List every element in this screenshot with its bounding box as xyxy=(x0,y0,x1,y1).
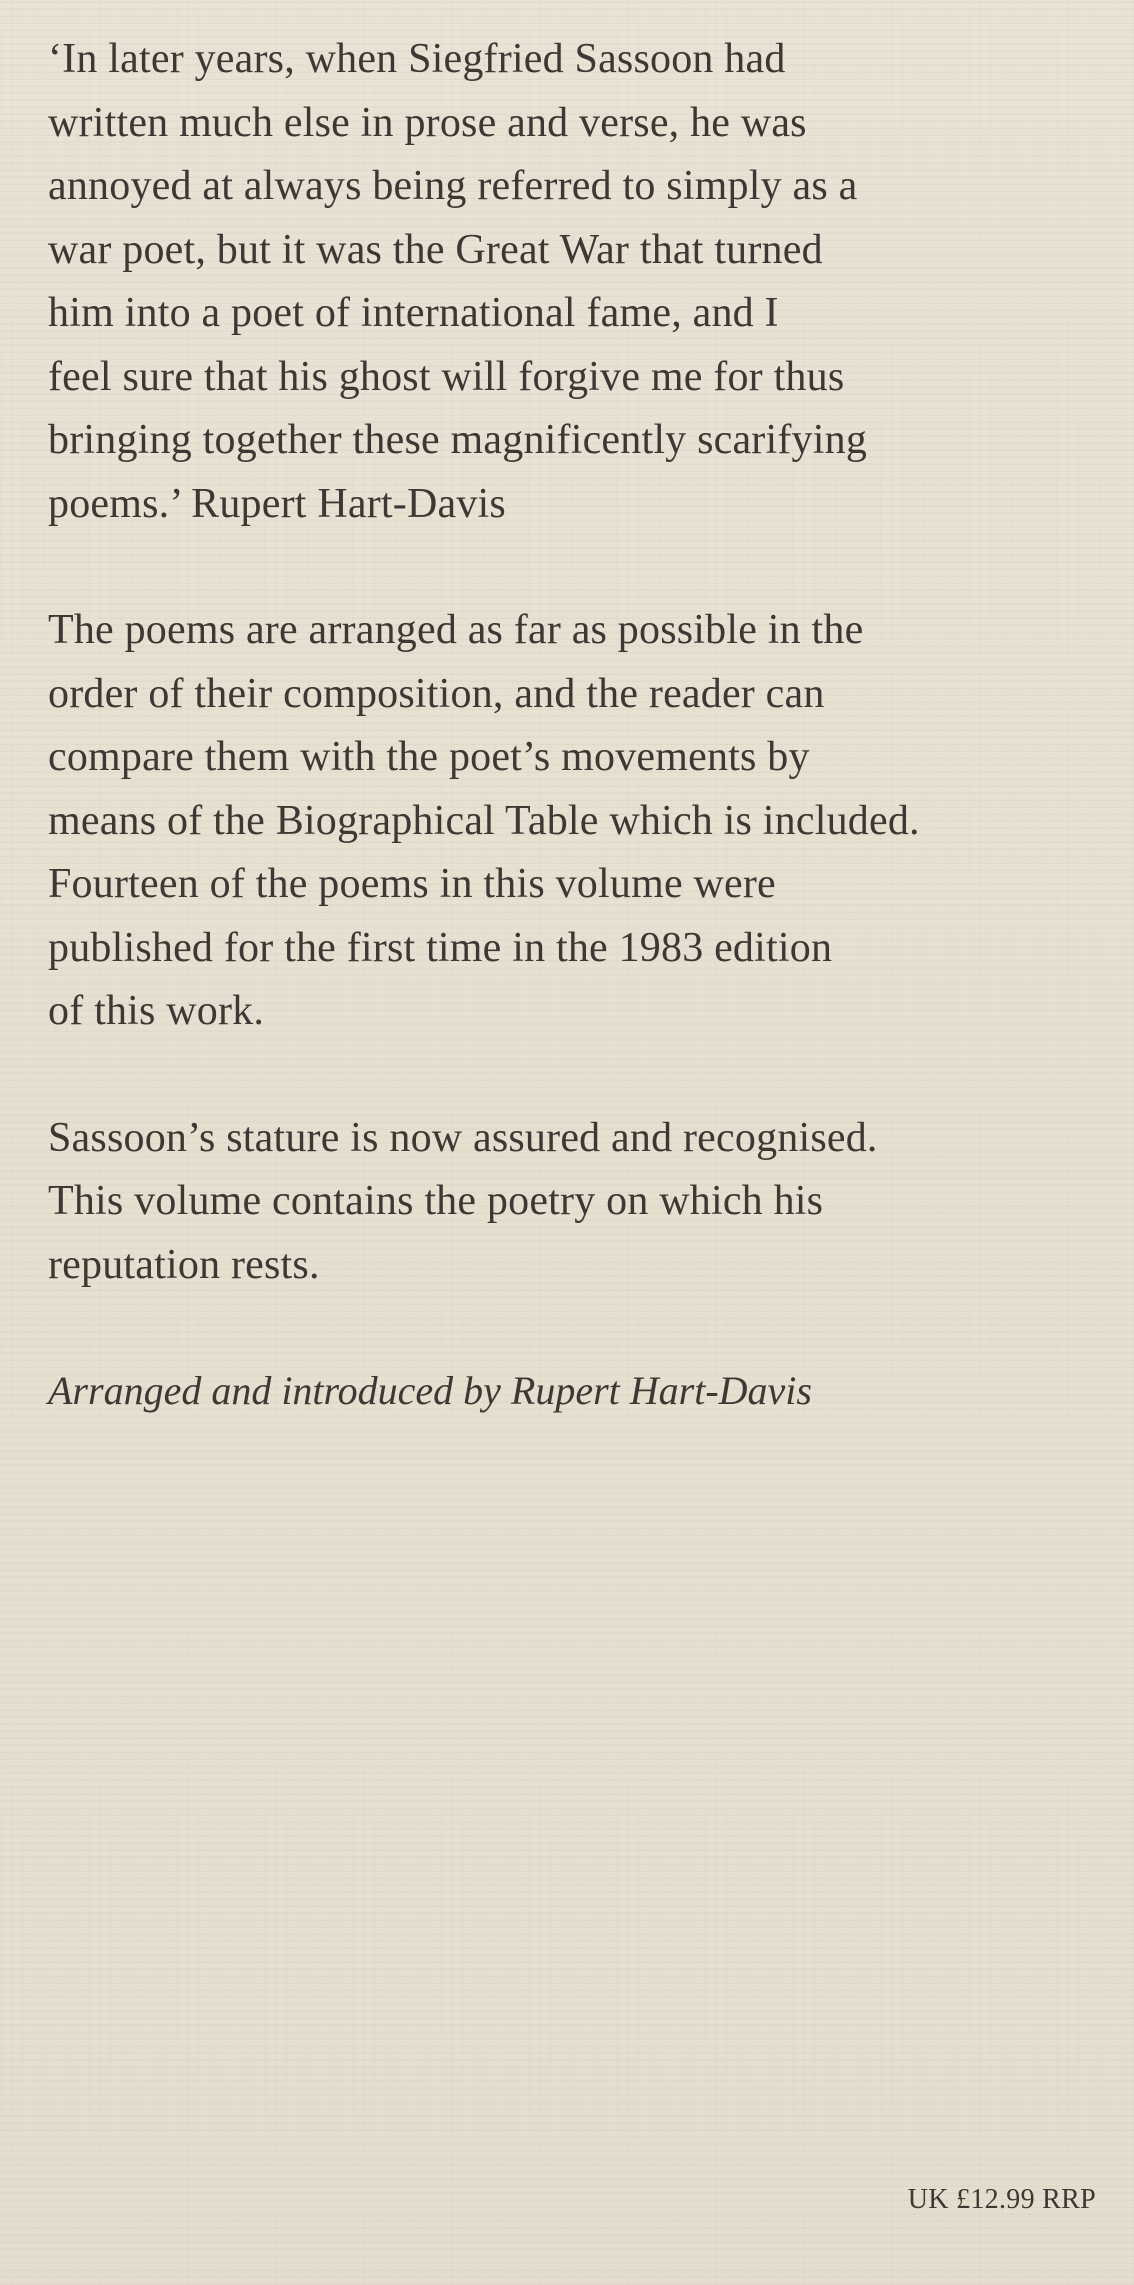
quote-line-3: annoyed at always being referred to simply as a xyxy=(48,163,858,209)
price-label: UK £12.99 RRP xyxy=(907,2184,1096,2215)
arrangement-line-4: means of the Biographical Table which is included. xyxy=(48,797,920,844)
arrangement-line-3: compare them with the poet’s movements by xyxy=(48,734,810,780)
arrangement-line-1: The poems are arranged as far as possible in the xyxy=(48,607,864,653)
stature-line-2: This volume contains the poetry on which his xyxy=(48,1178,824,1224)
quote-paragraph xyxy=(48,28,1094,536)
arrangement-line-7: of this work. xyxy=(48,988,265,1034)
editor-credit: Arranged and introduced by Rupert Hart-Davis xyxy=(48,1368,812,1413)
arrangement-line-5: Fourteen of the poems in this volume were xyxy=(48,861,776,907)
quote-line-4: war poet, but it was the Great War that turned xyxy=(48,226,823,273)
quote-line-8: poems.’ Rupert Hart-Davis xyxy=(48,480,506,527)
quote-line-7: bringing together these magnificently scarifying xyxy=(48,417,868,463)
arrangement-line-2: order of their composition, and the reader can xyxy=(48,670,825,717)
arrangement-paragraph xyxy=(48,599,1094,1044)
quote-line-5: him into a poet of international fame, and I xyxy=(48,290,779,336)
quote-line-1: ‘In later years, when Siegfried Sassoon had xyxy=(48,36,786,82)
quote-line-6: feel sure that his ghost will forgive me for thus xyxy=(48,353,845,400)
stature-paragraph xyxy=(48,1107,1094,1298)
arrangement-line-6: published for the first time in the 1983 edition xyxy=(48,924,833,971)
stature-line-3: reputation rests. xyxy=(48,1241,320,1288)
quote-line-2: written much else in prose and verse, he was xyxy=(48,99,807,146)
stature-line-1: Sassoon’s stature is now assured and recognised. xyxy=(48,1114,878,1161)
